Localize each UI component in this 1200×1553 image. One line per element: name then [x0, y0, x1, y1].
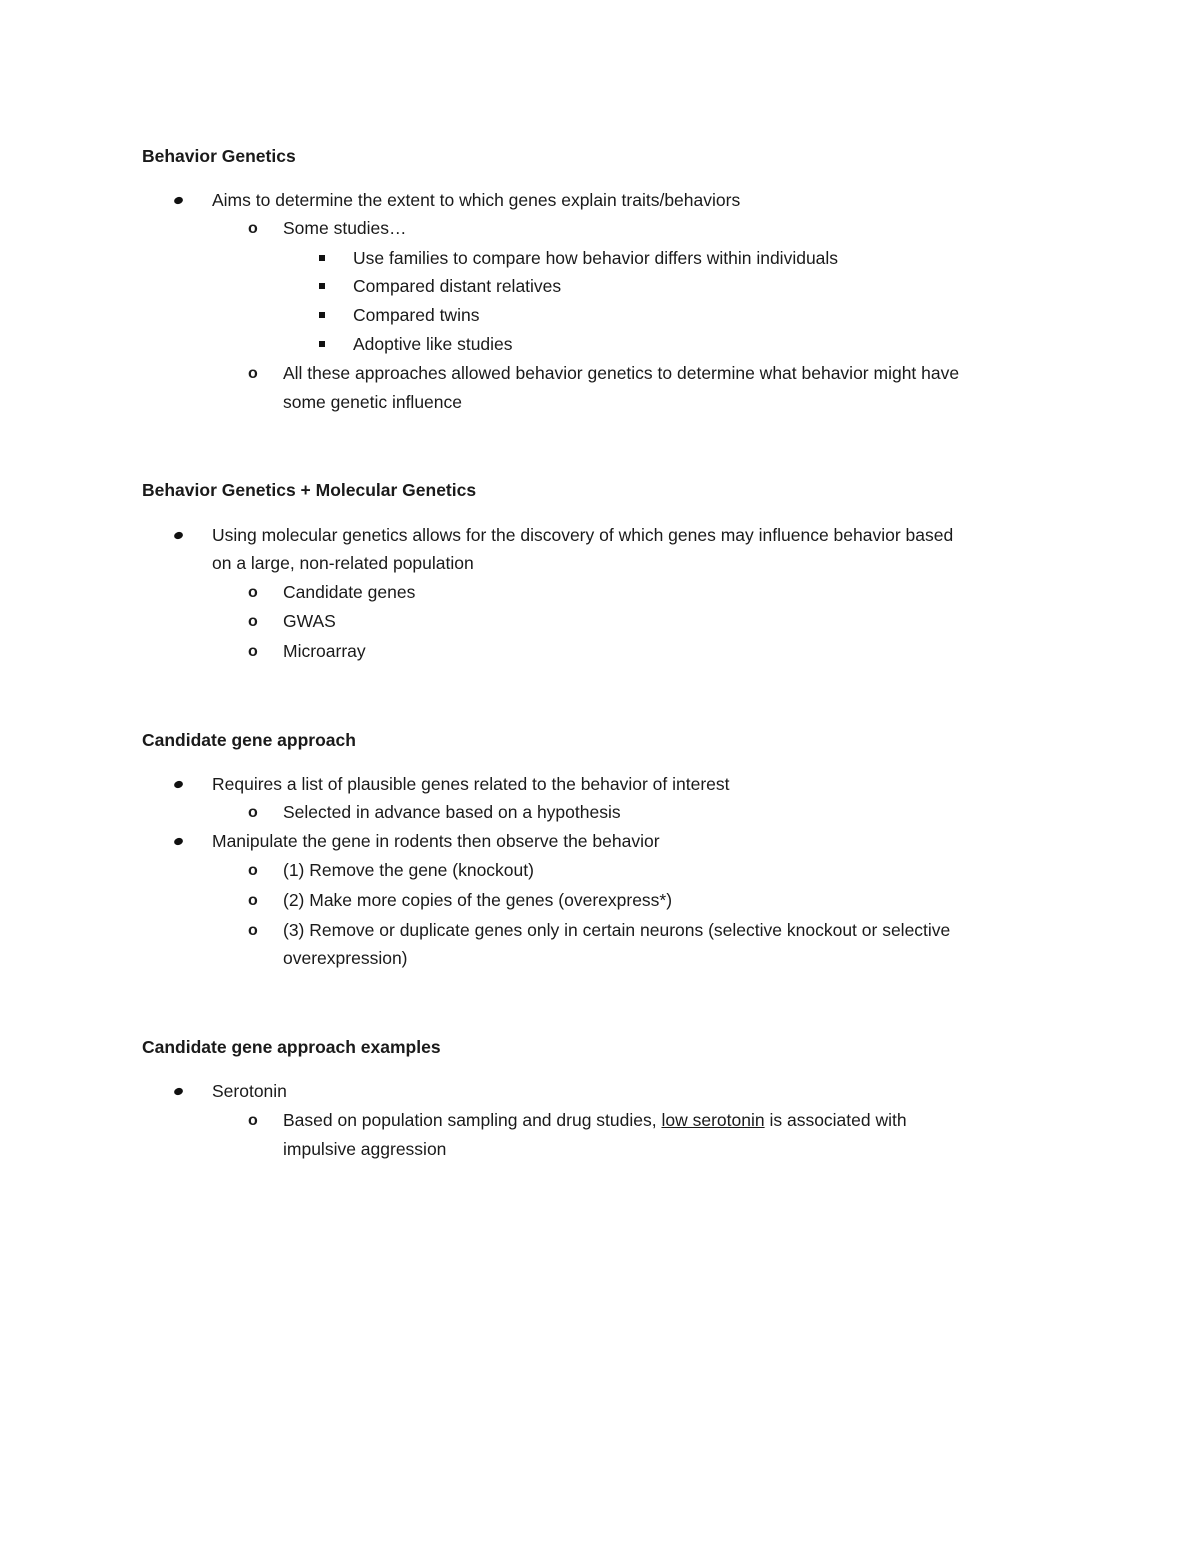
- list-item: Compared distant relatives: [353, 276, 562, 296]
- bullet-square-icon: [319, 283, 325, 289]
- list-item: Adoptive like studies: [353, 334, 513, 354]
- list-item: Serotonin: [212, 1081, 287, 1101]
- text-run: is associated with: [764, 1110, 907, 1130]
- underlined-text: low serotonin: [661, 1110, 765, 1130]
- list-item-continuation: some genetic influence: [283, 392, 462, 412]
- list-item: Using molecular genetics allows for the discovery of which genes may influence behavior based: [212, 525, 954, 545]
- list-item: Manipulate the gene in rodents then observe the behavior: [212, 831, 660, 851]
- bullet-circle-icon: o: [248, 613, 258, 630]
- list-item: Candidate genes: [283, 582, 416, 602]
- bullet-square-icon: [319, 255, 325, 261]
- section-heading-behavior-genetics: Behavior Genetics: [142, 146, 296, 166]
- bullet-dot-icon: [173, 531, 184, 541]
- list-item: Microarray: [283, 641, 366, 661]
- list-item: GWAS: [283, 611, 336, 631]
- list-item: Use families to compare how behavior differs within individuals: [353, 248, 839, 268]
- bullet-circle-icon: o: [248, 643, 258, 660]
- list-item: [283, 1109, 907, 1131]
- section-heading-candidate-gene-approach: Candidate gene approach: [142, 730, 356, 750]
- list-item: Some studies…: [283, 218, 407, 238]
- bullet-circle-icon: o: [248, 584, 258, 601]
- list-item: Aims to determine the extent to which genes explain traits/behaviors: [212, 190, 741, 210]
- section-heading-behavior-molecular-genetics: Behavior Genetics + Molecular Genetics: [142, 480, 477, 500]
- bullet-dot-icon: [173, 837, 184, 847]
- list-item: All these approaches allowed behavior genetics to determine what behavior might have: [283, 363, 960, 383]
- list-item: Selected in advance based on a hypothesis: [283, 802, 621, 822]
- list-item: (1) Remove the gene (knockout): [283, 860, 534, 880]
- bullet-circle-icon: o: [248, 922, 258, 939]
- list-item: (2) Make more copies of the genes (overexpress*): [283, 890, 673, 910]
- bullet-dot-icon: [173, 196, 184, 206]
- list-item-continuation: on a large, non-related population: [212, 553, 474, 573]
- bullet-circle-icon: o: [248, 1112, 258, 1129]
- bullet-circle-icon: o: [248, 862, 258, 879]
- list-item-continuation: overexpression): [283, 948, 408, 968]
- bullet-square-icon: [319, 312, 325, 318]
- bullet-dot-icon: [173, 1087, 184, 1097]
- bullet-circle-icon: o: [248, 365, 258, 382]
- list-item: (3) Remove or duplicate genes only in certain neurons (selective knockout or selective: [283, 920, 951, 940]
- text-run: Based on population sampling and drug studies,: [283, 1110, 662, 1130]
- list-item: Requires a list of plausible genes related to the behavior of interest: [212, 774, 730, 794]
- bullet-circle-icon: o: [248, 804, 258, 821]
- section-heading-candidate-gene-approach-examples: Candidate gene approach examples: [142, 1037, 441, 1057]
- bullet-dot-icon: [173, 780, 184, 790]
- bullet-circle-icon: o: [248, 892, 258, 909]
- bullet-circle-icon: o: [248, 220, 258, 237]
- list-item: Compared twins: [353, 305, 480, 325]
- list-item-continuation: impulsive aggression: [283, 1139, 447, 1159]
- bullet-square-icon: [319, 341, 325, 347]
